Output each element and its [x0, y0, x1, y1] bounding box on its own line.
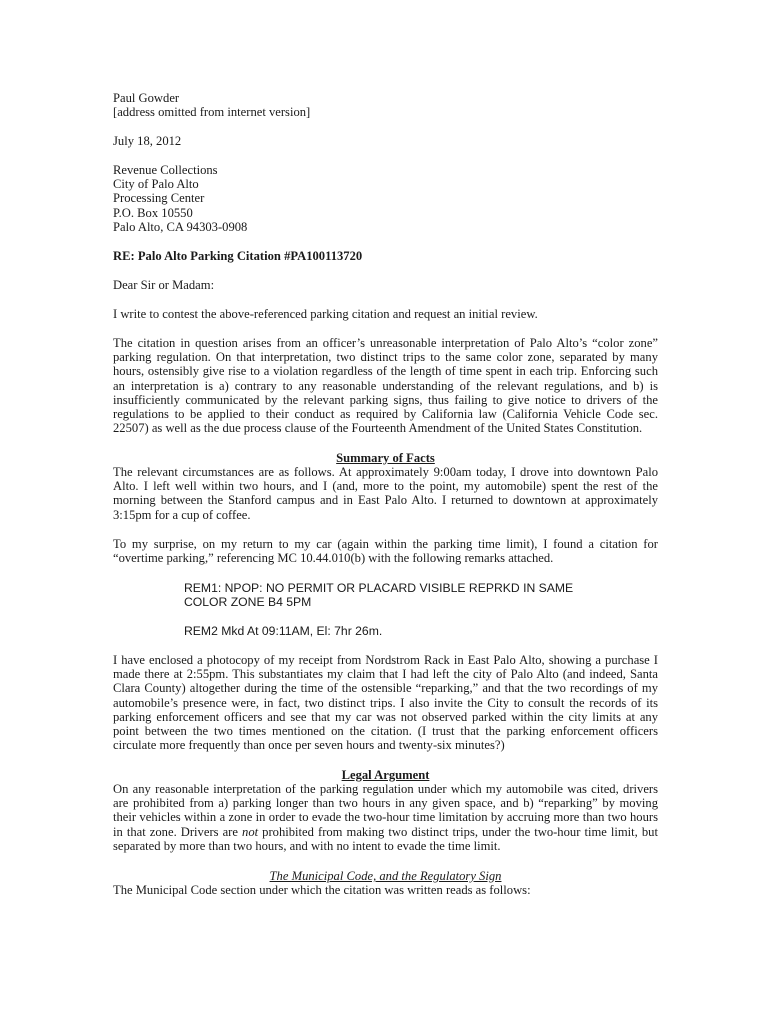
remark-line: REM2 Mkd At 09:11AM, El: 7hr 26m.	[184, 624, 383, 638]
paragraph-code	[113, 883, 658, 897]
recipient-line: P.O. Box 10550	[113, 205, 193, 220]
recipient-line: Palo Alto, CA 94303-0908	[113, 219, 248, 234]
recipient-block	[113, 163, 658, 234]
paragraph-fragment: prohibited from making two distinct trips, under the two-hour time limit, but	[258, 824, 658, 839]
paragraph-line: automobile’s presence were, in fact, two distinct trips. I also invite the City to consult the records of its	[113, 695, 658, 710]
paragraph-line: separated by more than two hours, and with no intent to evade the time limit.	[113, 838, 501, 853]
paragraph-line: regulations to be applied to their conduct as required by California law (California Vehicle Code sec.	[113, 407, 658, 422]
paragraph-line: parking regulation. On that interpretation, two distinct trips to the same color zone, separated by many	[113, 350, 658, 365]
sender-block	[113, 91, 658, 119]
legal-heading	[113, 768, 658, 782]
letter-date	[113, 134, 658, 148]
salutation-text: Dear Sir or Madam:	[113, 278, 215, 292]
paragraph-line: parking enforcement officers and see that my car was not observed parked within the city limits at any	[113, 709, 658, 724]
paragraph-line: made there at 2:55pm. This substantiates my claim that I had left the city of Palo Alto (and indeed, Santa	[113, 667, 658, 682]
paragraph-line: The Municipal Code section under which the citation was written reads as follows:	[113, 883, 531, 897]
paragraph-line: their vehicles within a zone in order to evade the two-hour time limitation by accruing more than two hours	[113, 810, 658, 825]
remark-1	[184, 581, 664, 609]
intro-text: I write to contest the above-referenced parking citation and request an initial review.	[113, 307, 538, 321]
paragraph-line: are prohibited from a) parking longer than two hours in any given space, and b) “reparking” by moving	[113, 796, 658, 811]
intro-paragraph	[113, 307, 658, 321]
paragraph-line: The relevant circumstances are as follows. At approximately 9:00am today, I drove into downtown Palo	[113, 465, 658, 479]
paragraph-line: 22507) as well as the due process clause of the Fourteenth Amendment of the United States Constitution.	[113, 421, 643, 436]
paragraph-line: an interpretation is a) contrary to any reasonable understanding of the relevant regulations, and b) is	[113, 378, 658, 393]
sender-address-note: [address omitted from internet version]	[113, 105, 311, 120]
paragraph-line: point between the two times mentioned on the citation. (I trust that the parking enforcement officers	[113, 724, 658, 739]
paragraph-line: “overtime parking,” referencing MC 10.44.010(b) with the following remarks attached.	[113, 551, 554, 566]
remark-line: REM1: NPOP: NO PERMIT OR PLACARD VISIBLE REPRKD IN SAME	[184, 581, 574, 595]
remark-2	[184, 624, 664, 638]
paragraph-line: hours, ostensibly give rise to a violation regardless of the length of time spent in each trip. Enforcing such	[113, 364, 658, 379]
paragraph-facts	[113, 465, 658, 522]
paragraph-line: insufficiently communicated by the relevant parking signs, thus failing to give notice to drivers of the	[113, 392, 658, 407]
paragraph-line: Clara County) altogether during the time of the ostensible “reparking,” and that the two recordings of my	[113, 681, 658, 696]
paragraph-line: On any reasonable interpretation of the parking regulation under which my automobile was cited, drivers	[113, 782, 658, 796]
re-line-text: RE: Palo Alto Parking Citation #PA100113720	[113, 249, 363, 263]
legal-heading-text: Legal Argument	[341, 768, 430, 782]
re-line	[113, 249, 658, 263]
paragraph-line: 3:15pm for a cup of coffee.	[113, 507, 251, 522]
summary-heading-text: Summary of Facts	[336, 451, 435, 465]
paragraph-line: To my surprise, on my return to my car (again within the parking time limit), I found a citation for	[113, 537, 658, 551]
date-text: July 18, 2012	[113, 134, 182, 148]
paragraph-fragment: in that zone. Drivers are	[113, 824, 243, 839]
summary-heading	[113, 451, 658, 465]
paragraph-line: morning between the Stanford campus and in East Palo Alto. I returned to downtown at approximately	[113, 493, 658, 508]
remark-line: COLOR ZONE B4 5PM	[184, 595, 312, 610]
paragraph-line: I have enclosed a photocopy of my receipt from Nordstrom Rack in East Palo Alto, showing a purchase I	[113, 653, 658, 667]
subheading-text: The Municipal Code, and the Regulatory Sign	[269, 869, 502, 883]
paragraph-line	[113, 825, 658, 839]
paragraph-receipt	[113, 653, 658, 752]
paragraph-citation	[113, 537, 658, 565]
paragraph-line: circulate more frequently than once per seven hours and twenty-six minutes?)	[113, 738, 505, 753]
paragraph-line: Alto. I left well within two hours, and I (and, more to the point, my automobile) spent the rest of the	[113, 479, 658, 494]
sender-name: Paul Gowder	[113, 91, 180, 105]
subheading	[113, 869, 658, 883]
paragraph-background	[113, 336, 658, 435]
salutation	[113, 278, 658, 292]
emphasis-not: not	[242, 824, 259, 839]
recipient-line: City of Palo Alto	[113, 177, 199, 192]
paragraph-legal	[113, 782, 658, 853]
recipient-line: Processing Center	[113, 191, 205, 206]
paragraph-line: The citation in question arises from an officer’s unreasonable interpretation of Palo Alto’s “color zone”	[113, 336, 658, 350]
recipient-line: Revenue Collections	[113, 163, 218, 177]
